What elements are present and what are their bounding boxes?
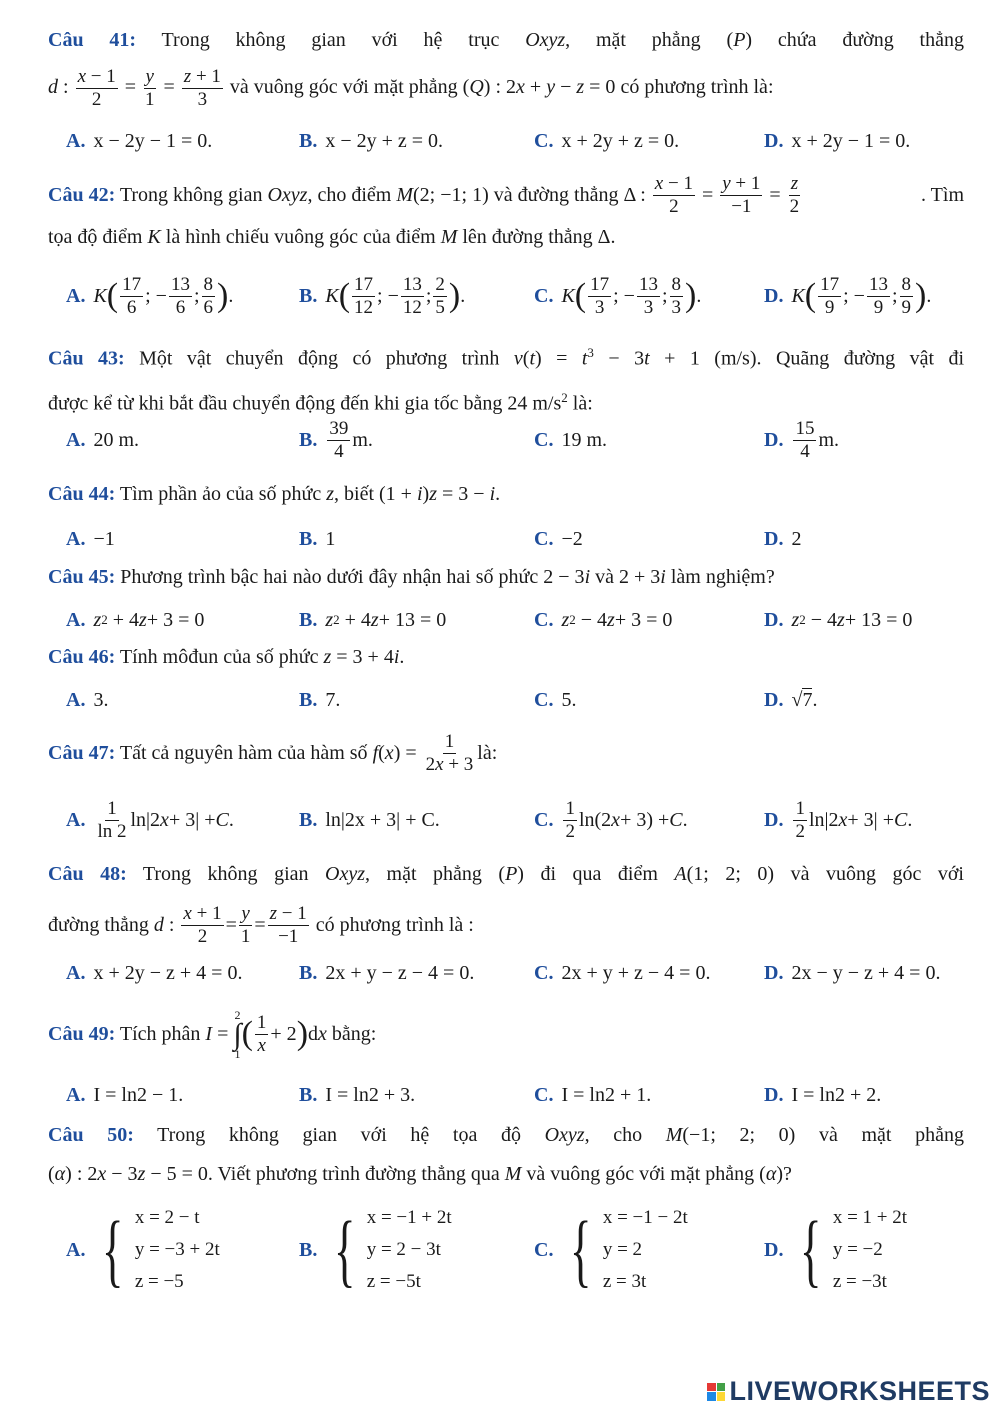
question-label: Câu 47: [48, 741, 116, 764]
question-41: Câu 41: Trong không gian với hệ trục Oxyz, mặt phẳng (P) chứa đường thẳng d : $\frac{x - 1}{2}$ = $\frac{y}{1}$ = $\frac{z + 1}{3}$ và vuông góc với mặt phẳng (Q) : 2x + y − z = 0 có phương trình là: [48, 29, 964, 110]
question-text: . Viết phương trình đường thẳng qua [207, 1163, 505, 1185]
question-text: làm nghiệm? [665, 566, 775, 588]
option-value: 5. [561, 688, 577, 711]
option-label: D. [764, 688, 784, 711]
option-value: 1 [325, 527, 336, 550]
option-a[interactable]: A. z 2 + 4 z + 3 = 0 [66, 608, 205, 631]
option-a[interactable] [66, 116, 212, 166]
option-label: A. [66, 1238, 86, 1261]
option-label: A. [66, 527, 86, 550]
option-label: A. [66, 1083, 86, 1106]
option-c[interactable]: C. z 2 − 4 z + 3 = 0 [534, 608, 673, 631]
options-48 [66, 948, 966, 998]
question-50: Câu 50: Trong không gian với hệ tọa độ Oxyz, cho M(−1; 2; 0) và mặt phẳng (α) : 2x − 3z − 5 = 0. Viết phương trình đường thẳng qua M và vuông góc với mặt phẳng (α)? [48, 1124, 964, 1185]
question-48: Câu 48: Trong không gian Oxyz, mặt phẳng (P) đi qua điểm A(1; 2; 0) và vuông góc với đường thẳng d : $\frac{x + 1}{2}$ = $\frac{y}{1}$ = $\frac{z - 1}{-1}$ có phương trình là : [48, 863, 964, 947]
question-47: Câu 47: Tất cả nguyên hàm của hàm số f ( x ) = $\frac{1}{2x + 3}$ là: [48, 730, 498, 775]
option-c[interactable] [534, 116, 679, 166]
question-text: , cho điểm [307, 183, 397, 206]
option-a[interactable] [66, 1198, 220, 1302]
question-text: và đường thẳng [488, 183, 624, 206]
option-value: I = ln2 + 1. [561, 1083, 652, 1106]
question-text: Tất cả nguyên hàm của hàm số [115, 741, 373, 764]
option-b[interactable]: B. K ( $\frac{17}{12}$ ; − $\frac{13}{12}$ ; $\frac{2}{5}$ ) . [299, 273, 466, 318]
option-a[interactable]: A. $\frac{1}{\ln 2}$ ln|2 x + 3| + C . [66, 797, 234, 842]
question-text: được kể từ khi bắt đầu chuyển động đến khi gia tốc bằng [48, 392, 508, 415]
option-c[interactable]: C. K ( $\frac{17}{3}$ ; − $\frac{13}{3}$ ; $\frac{8}{3}$ ) . [534, 273, 702, 318]
option-a[interactable]: A. K ( $\frac{17}{6}$ ; − $\frac{13}{6}$ ; $\frac{8}{6}$ ) . [66, 273, 234, 318]
option-d[interactable]: D. z 2 − 4 z + 13 = 0 [764, 608, 913, 631]
option-label: A. [66, 808, 86, 831]
option-d[interactable]: D. $\frac{1}{2}$ ln|2 x + 3| + C . [764, 797, 913, 842]
equation-line: z = 3t [602, 1271, 647, 1292]
option-label: A. [66, 129, 86, 152]
option-c[interactable] [534, 675, 576, 725]
option-label: D. [764, 1083, 784, 1106]
logo-text: LIVEWORKSHEETS [729, 1376, 990, 1406]
question-text: Trong không gian với hệ tọa độ [133, 1124, 545, 1146]
option-value: 2 [791, 527, 802, 550]
question-label: Câu 43: [48, 347, 125, 370]
question-text: , biết [334, 483, 380, 505]
option-label: D. [764, 608, 784, 631]
option-label: A. [66, 428, 86, 451]
option-label: B. [299, 1083, 318, 1106]
options-50 [66, 1198, 966, 1302]
question-text: là: [567, 392, 593, 415]
option-value: 2x + y − z − 4 = 0. [325, 961, 475, 984]
option-value: 2x − y − z + 4 = 0. [791, 961, 941, 984]
option-c[interactable] [534, 1198, 688, 1302]
option-c[interactable]: C. $\frac{1}{2}$ ln(2 x + 3) + C . [534, 797, 688, 842]
option-label: C. [534, 1083, 554, 1106]
question-46: Câu 46: Tính môđun của số phức z = 3 + 4i. [48, 646, 405, 668]
option-value: x − 2y + z = 0. [325, 129, 444, 152]
option-value: −1 [93, 527, 115, 550]
option-value: x − 2y − 1 = 0. [93, 129, 213, 152]
option-b[interactable] [299, 948, 474, 998]
question-label: Câu 49: [48, 1022, 116, 1045]
question-text: và mặt phẳng [795, 1124, 964, 1146]
options-46 [66, 675, 966, 725]
equation-line: y = 2 [602, 1239, 643, 1260]
option-label: D. [764, 284, 784, 307]
question-text: bằng: [326, 1022, 377, 1045]
equation-line: x = −1 − 2t [602, 1207, 688, 1228]
question-text: Một vật chuyển động có phương trình [124, 347, 514, 370]
option-label: D. [764, 1238, 784, 1261]
question-45: Câu 45: Phương trình bậc hai nào dưới đây nhận hai số phức 2 − 3i và 2 + 3i làm nghiệm? [48, 566, 775, 588]
option-label: C. [534, 129, 554, 152]
option-label: B. [299, 428, 318, 451]
question-text: Tính môđun của số phức [115, 646, 324, 668]
options-42 [66, 268, 966, 324]
equation-line: x = 1 + 2t [832, 1207, 908, 1228]
option-value: ln|2x + 3| + C. [325, 808, 440, 831]
equation-line: z = −3t [832, 1271, 887, 1292]
question-label: Câu 46: [48, 646, 116, 668]
question-text: , mặt phẳng [365, 863, 499, 885]
option-value: x + 2y − z + 4 = 0. [93, 961, 243, 984]
option-c[interactable] [534, 948, 710, 998]
question-text: đường thẳng [48, 913, 154, 936]
option-label: D. [764, 961, 784, 984]
question-label: Câu 41: [48, 29, 137, 51]
option-a[interactable] [66, 675, 108, 725]
question-text: và [590, 566, 620, 588]
question-label: Câu 44: [48, 483, 116, 505]
option-label: A. [66, 284, 86, 307]
option-label: B. [299, 129, 318, 152]
question-text: chứa đường thẳng [752, 29, 964, 51]
question-text: có phương trình là : [310, 913, 474, 936]
question-text: và vuông góc với mặt phẳng [521, 1163, 760, 1185]
option-value: x + 2y + z = 0. [561, 129, 680, 152]
option-label: D. [764, 808, 784, 831]
equation-line: y = −3 + 2t [134, 1239, 220, 1260]
equation-line: y = −2 [832, 1239, 883, 1260]
option-a[interactable] [66, 948, 242, 998]
question-text: Phương trình bậc hai nào dưới đây nhận hai số phức [115, 566, 544, 588]
options-47 [66, 792, 966, 848]
option-label: C. [534, 527, 554, 550]
question-text: và vuông góc với mặt phẳng [229, 76, 463, 98]
question-label: Câu 42: [48, 183, 116, 206]
option-label: A. [66, 961, 86, 984]
option-label: B. [299, 527, 318, 550]
option-label: B. [299, 808, 318, 831]
option-b[interactable] [299, 675, 340, 725]
option-d[interactable] [764, 1198, 907, 1302]
option-value: I = ln2 − 1. [93, 1083, 184, 1106]
question-text: , cho [584, 1124, 666, 1146]
question-text: có phương trình là: [615, 76, 774, 98]
option-label: C. [534, 1238, 554, 1261]
option-b[interactable] [299, 792, 440, 848]
question-49: Câu 49: Tích phân I = 2 ∫ 1 ( $\frac{1}{x}$ + 2 ) d x bằng: [48, 1007, 377, 1061]
options-41 [66, 116, 966, 166]
option-d[interactable]: D. √ 7 . [764, 688, 818, 711]
option-c[interactable] [534, 412, 607, 468]
equation-system: { x = 1 + 2t y = −2 z = −3t [791, 1202, 907, 1298]
equation-system: { x = −1 − 2t y = 2 z = 3t [561, 1202, 687, 1298]
option-label: B. [299, 1238, 318, 1261]
question-text: . Quãng đường vật đi [756, 347, 965, 370]
option-b[interactable]: B. $\frac{39}{4}$ m. [299, 417, 373, 462]
option-label: A. [66, 608, 86, 631]
question-text: Trong không gian với hệ trục [136, 29, 526, 51]
question-label: Câu 45: [48, 566, 116, 588]
question-text: . Tìm [921, 183, 964, 206]
option-d[interactable]: D. $\frac{15}{4}$ m. [764, 417, 840, 462]
liveworksheets-logo [707, 1376, 990, 1407]
option-label: D. [764, 428, 784, 451]
option-label: C. [534, 428, 554, 451]
option-label: D. [764, 129, 784, 152]
option-label: A. [66, 688, 86, 711]
question-text: Trong không gian [126, 863, 326, 885]
option-value: 19 m. [561, 428, 608, 451]
option-label: B. [299, 284, 318, 307]
option-value: 20 m. [93, 428, 140, 451]
option-value: 3. [93, 688, 109, 711]
option-label: C. [534, 608, 554, 631]
equation-system: { x = 2 − t y = −3 + 2t z = −5 [93, 1202, 219, 1298]
question-44: Câu 44: Tìm phần ảo của số phức z, biết (1 + i)z = 3 − i. [48, 483, 501, 505]
question-text: Tìm phần ảo của số phức [115, 483, 327, 505]
question-text: tọa độ điểm [48, 226, 148, 248]
option-d[interactable]: D. K ( $\frac{17}{9}$ ; − $\frac{13}{9}$ ; $\frac{8}{9}$ ) . [764, 273, 932, 318]
equation-line: z = −5t [366, 1271, 421, 1292]
equation-line: z = −5 [134, 1271, 184, 1292]
logo-icon [707, 1383, 725, 1401]
options-43 [66, 412, 966, 468]
question-text: đi qua điểm [523, 863, 675, 885]
option-d[interactable] [764, 116, 910, 166]
option-label: B. [299, 608, 318, 631]
option-value: x + 2y − 1 = 0. [791, 129, 911, 152]
question-42: Câu 42: Trong không gian Oxyz, cho điểm M(2; −1; 1) và đường thẳng Δ : $\frac{x - 1}{2}$ = $\frac{y + 1}{-1}$ = $\frac{z}{2}$ . Tìm tọa độ điểm K là hình chiếu vuông góc của điểm M lên đường thẳng Δ. [48, 173, 964, 248]
option-b[interactable] [299, 116, 443, 166]
question-text: và vuông góc với [774, 863, 964, 885]
option-label: B. [299, 688, 318, 711]
question-label: Câu 48: [48, 863, 127, 885]
question-text: là: [477, 741, 498, 764]
option-value: 2x + y + z − 4 = 0. [561, 961, 711, 984]
option-label: C. [534, 961, 554, 984]
question-text: , mặt phẳng [565, 29, 727, 51]
option-label: D. [764, 527, 784, 550]
option-value: −2 [561, 527, 583, 550]
question-text: là hình chiếu vuông góc của điểm [160, 226, 441, 248]
option-b[interactable]: B. z 2 + 4 z + 13 = 0 [299, 608, 447, 631]
question-text: Tích phân [115, 1022, 206, 1045]
option-label: C. [534, 808, 554, 831]
option-value: 7. [325, 688, 341, 711]
option-value: I = ln2 + 3. [325, 1083, 416, 1106]
option-value: I = ln2 + 2. [791, 1083, 882, 1106]
option-d[interactable] [764, 948, 940, 998]
question-43: Câu 43: Một vật chuyển động có phương trình $v(t) = t^3 - 3t + 1$ (m/s). Quãng đường vật đi được kể từ khi bắt đầu chuyển động đến khi gia tốc bằng 24 $m/s^2$ là: [48, 345, 965, 415]
question-text: lên đường thẳng [457, 226, 598, 248]
option-label: C. [534, 284, 554, 307]
question-text: Trong không gian [115, 183, 268, 206]
option-a[interactable] [66, 412, 139, 468]
option-label: B. [299, 961, 318, 984]
equation-line: x = −1 + 2t [366, 1207, 452, 1228]
equation-line: y = 2 − 3t [366, 1239, 441, 1260]
option-label: C. [534, 688, 554, 711]
equation-system: { x = −1 + 2t y = 2 − 3t z = −5t [325, 1202, 451, 1298]
equation-line: x = 2 − t [134, 1207, 200, 1228]
option-b[interactable] [299, 1198, 452, 1302]
question-label: Câu 50: [48, 1124, 134, 1146]
